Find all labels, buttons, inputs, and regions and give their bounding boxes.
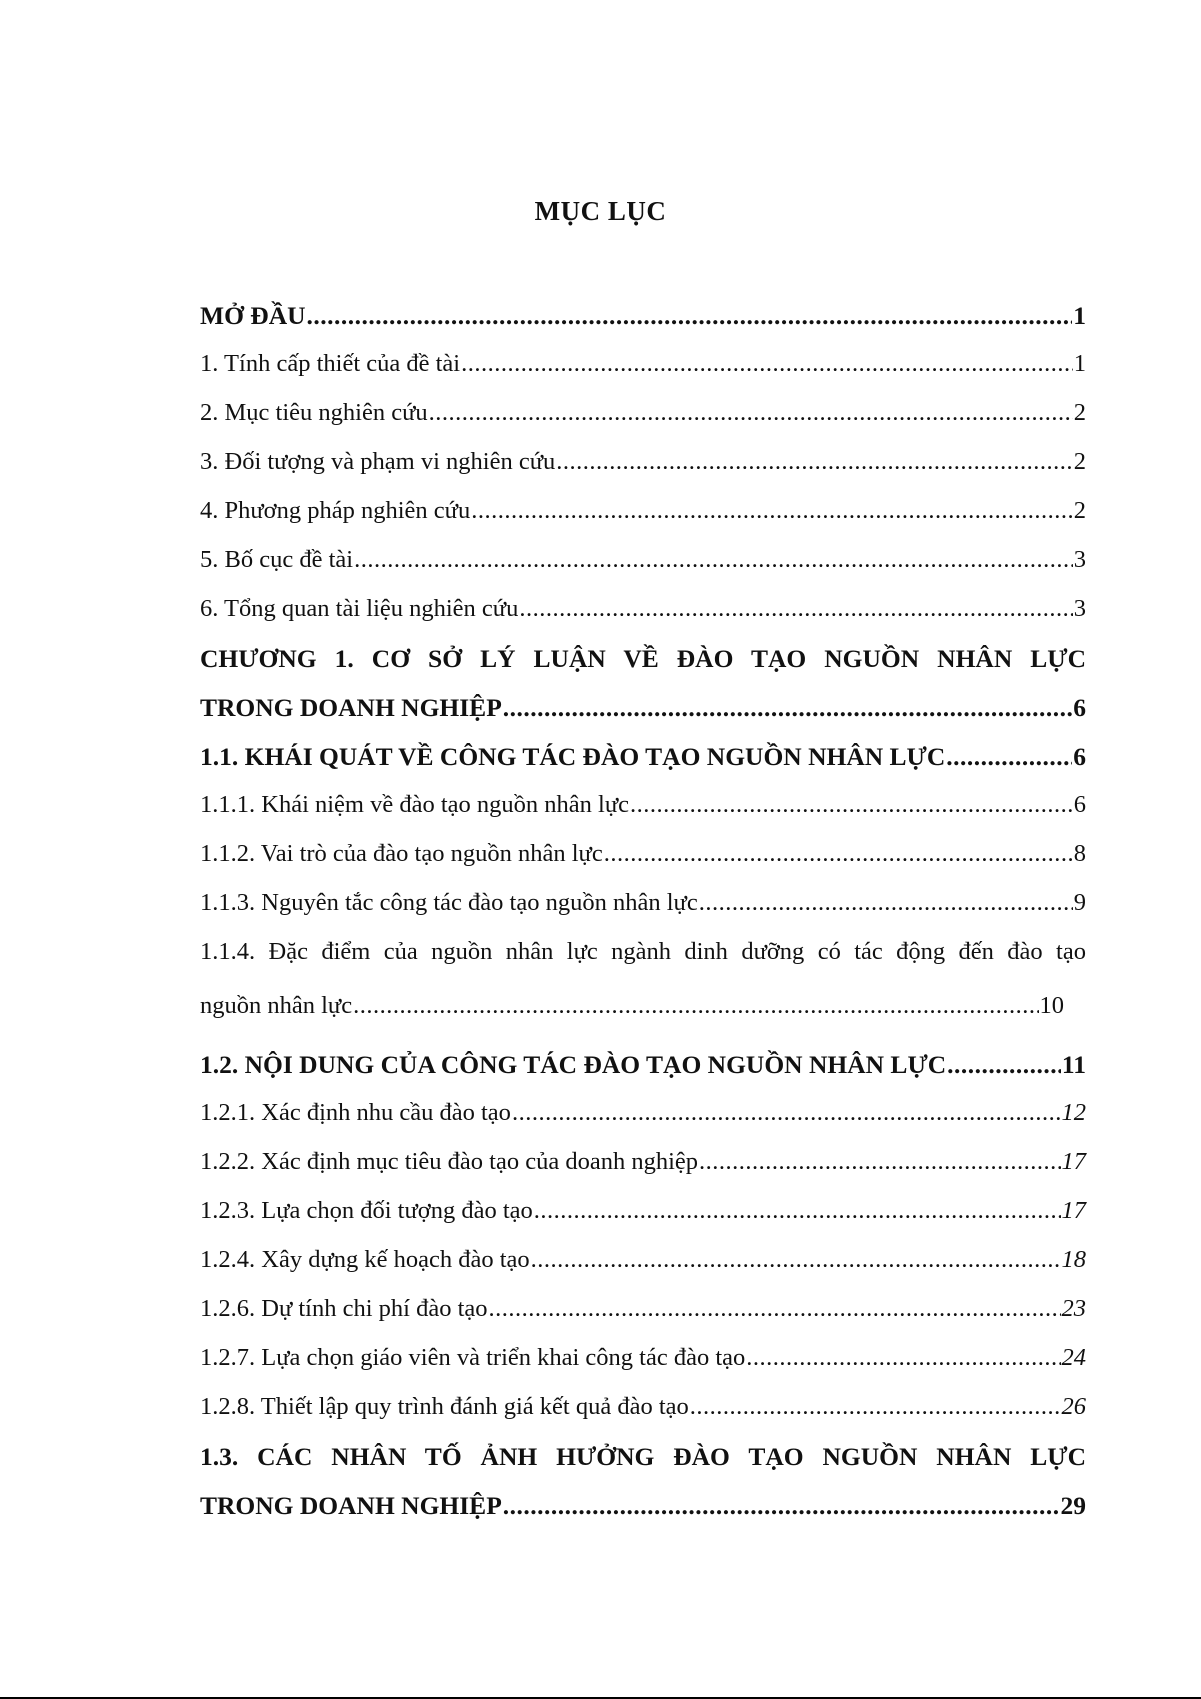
toc-entry[interactable]: [200, 546, 1086, 595]
toc-entry[interactable]: [200, 1246, 1086, 1295]
dot-leader: [429, 399, 1073, 427]
toc-entry[interactable]: [200, 992, 1086, 1050]
dot-leader: [947, 1050, 1061, 1080]
toc-entry-label: TRONG DOANH NGHIỆP: [200, 1491, 502, 1520]
toc-entry-label: 1.2.8. Thiết lập quy trình đánh giá kết quả đào tạo: [200, 1393, 689, 1420]
toc-entry-page: 2: [1073, 448, 1086, 475]
toc-entry-label: 1.2.3. Lựa chọn đối tượng đào tạo: [200, 1197, 533, 1224]
dot-leader: [604, 840, 1073, 868]
toc-entry-page: 3: [1073, 595, 1086, 622]
dot-leader: [354, 546, 1073, 574]
toc-entry[interactable]: [200, 595, 1086, 644]
toc-entry-page: 23: [1061, 1295, 1086, 1322]
toc-entry-page: 18: [1061, 1246, 1086, 1273]
toc-entry-label: 4. Phương pháp nghiên cứu: [200, 497, 471, 524]
toc-entry-page: 11: [1061, 1050, 1086, 1079]
toc-entry[interactable]: [200, 448, 1086, 497]
toc-entry-label: 1.2.2. Xác định mục tiêu đào tạo của doanh nghiệp: [200, 1148, 699, 1175]
dot-leader: [489, 1295, 1061, 1323]
dot-leader: [746, 1344, 1060, 1372]
toc-entry[interactable]: [200, 497, 1086, 546]
dot-leader: [519, 595, 1072, 623]
toc-entry-label-line1[interactable]: CHƯƠNG 1. CƠ SỞ LÝ LUẬN VỀ ĐÀO TẠO NGUỒN NHÂN LỰC: [200, 644, 1086, 673]
toc-entry-label: nguồn nhân lực: [200, 992, 353, 1019]
toc-entry[interactable]: [200, 889, 1086, 938]
toc-entry[interactable]: [200, 1050, 1086, 1099]
page-title: MỤC LỤC: [534, 196, 667, 226]
toc-entry-page: 6: [1073, 791, 1086, 818]
toc-entry-page: 2: [1073, 497, 1086, 524]
toc-entry-label: MỞ ĐẦU: [200, 301, 306, 330]
toc-entry[interactable]: [200, 1491, 1086, 1540]
toc-entry-page: 17: [1061, 1148, 1086, 1175]
table-of-contents: [200, 301, 1086, 1540]
dot-leader: [534, 1197, 1061, 1225]
toc-entry-page: 6: [1073, 742, 1086, 771]
toc-entry-label: 1. Tính cấp thiết của đề tài: [200, 350, 461, 377]
toc-entry-label-line1[interactable]: 1.1.4. Đặc điểm của nguồn nhân lực ngành dinh dưỡng có tác động đến đào tạo: [200, 938, 1086, 965]
toc-entry[interactable]: [200, 1099, 1086, 1148]
toc-entry[interactable]: [200, 1393, 1086, 1442]
toc-entry-label: 1.1. KHÁI QUÁT VỀ CÔNG TÁC ĐÀO TẠO NGUỒN NHÂN LỰC: [200, 742, 946, 771]
dot-leader: [690, 1393, 1061, 1421]
dot-leader: [512, 1099, 1061, 1127]
toc-entry[interactable]: [200, 791, 1086, 840]
toc-entry-label: 1.2.4. Xây dựng kế hoạch đào tạo: [200, 1246, 530, 1273]
toc-entry[interactable]: [200, 693, 1086, 742]
dot-leader: [630, 791, 1073, 819]
dot-leader: [699, 889, 1073, 917]
dot-leader: [531, 1246, 1061, 1274]
toc-entry-label: 6. Tổng quan tài liệu nghiên cứu: [200, 595, 519, 622]
toc-entry[interactable]: [200, 1148, 1086, 1197]
dot-leader: [461, 350, 1073, 378]
toc-entry-page: 26: [1061, 1393, 1086, 1420]
toc-entry[interactable]: [200, 399, 1086, 448]
toc-entry-page: 3: [1073, 546, 1086, 573]
toc-entry[interactable]: [200, 1295, 1086, 1344]
toc-entry[interactable]: [200, 742, 1086, 791]
toc-entry-label: 1.1.1. Khái niệm về đào tạo nguồn nhân lực: [200, 791, 630, 818]
toc-entry-label: 1.2.1. Xác định nhu cầu đào tạo: [200, 1099, 511, 1126]
toc-entry-label: 1.2.6. Dự tính chi phí đào tạo: [200, 1295, 488, 1322]
toc-entry[interactable]: [200, 350, 1086, 399]
toc-entry-page: 1: [1073, 350, 1086, 377]
dot-leader: [503, 1491, 1060, 1521]
toc-entry-page: 1: [1073, 301, 1086, 330]
toc-entry-page: 17: [1061, 1197, 1086, 1224]
toc-entry-page: 9: [1073, 889, 1086, 916]
dot-leader: [503, 693, 1072, 723]
toc-entry-page: 12: [1061, 1099, 1086, 1126]
dot-leader: [353, 992, 1038, 1020]
dot-leader: [946, 742, 1072, 772]
toc-entry-label: 5. Bố cục đề tài: [200, 546, 354, 573]
toc-entry-label: 1.2. NỘI DUNG CỦA CÔNG TÁC ĐÀO TẠO NGUỒN NHÂN LỰC: [200, 1050, 947, 1079]
toc-entry-label-line1[interactable]: 1.3. CÁC NHÂN TỐ ẢNH HƯỞNG ĐÀO TẠO NGUỒN NHÂN LỰC: [200, 1442, 1086, 1471]
toc-entry[interactable]: [200, 301, 1086, 350]
toc-entry-label: 1.2.7. Lựa chọn giáo viên và triển khai công tác đào tạo: [200, 1344, 746, 1371]
toc-entry-label: 3. Đối tượng và phạm vi nghiên cứu: [200, 448, 556, 475]
toc-entry[interactable]: [200, 1344, 1086, 1393]
toc-entry-page: 24: [1061, 1344, 1086, 1371]
toc-entry-page: 2: [1073, 399, 1086, 426]
toc-entry-label: 1.1.3. Nguyên tắc công tác đào tạo nguồn nhân lực: [200, 889, 698, 916]
toc-entry[interactable]: [200, 1197, 1086, 1246]
dot-leader: [307, 301, 1073, 331]
toc-entry-label: TRONG DOANH NGHIỆP: [200, 693, 502, 722]
toc-entry[interactable]: [200, 840, 1086, 889]
dot-leader: [699, 1148, 1060, 1176]
dot-leader: [556, 448, 1073, 476]
dot-leader: [471, 497, 1073, 525]
toc-entry-page: 6: [1073, 693, 1086, 722]
toc-entry-page: 10: [1039, 992, 1064, 1019]
toc-entry-label: 2. Mục tiêu nghiên cứu: [200, 399, 428, 426]
toc-entry-page: 8: [1073, 840, 1086, 867]
toc-entry-label: 1.1.2. Vai trò của đào tạo nguồn nhân lực: [200, 840, 603, 867]
toc-entry-page: 29: [1060, 1491, 1086, 1520]
